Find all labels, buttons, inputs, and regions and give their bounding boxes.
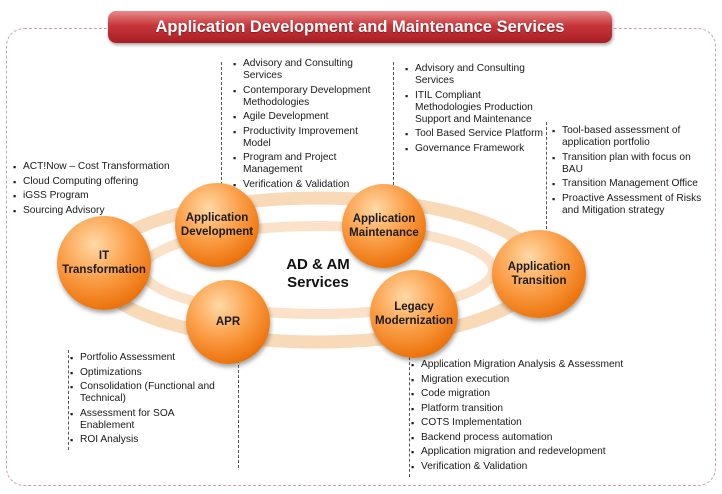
list-item: ▪ Consolidation (Functional and Technical)	[70, 381, 230, 405]
node-application-transition[interactable]: Application Transition	[492, 230, 586, 318]
list-item: ▪ Platform transition	[411, 403, 711, 415]
list-item: ▪ Agile Development	[233, 111, 383, 123]
list-item: ▪ Portfolio Assessment	[70, 352, 230, 364]
divider-legacy	[409, 357, 410, 477]
node-apr[interactable]: APR	[186, 280, 270, 364]
list-item: ▪ Tool Based Service Platform	[405, 128, 545, 140]
divider-apr-right	[238, 350, 239, 468]
center-label	[262, 256, 374, 292]
list-item: ▪ Contemporary Development Methodologies	[233, 85, 383, 109]
list-application-transition	[552, 125, 712, 219]
list-item: ▪ Program and Project Management	[233, 152, 383, 176]
list-item: ▪ Application migration and redevelopment	[411, 446, 711, 458]
node-it-transformation[interactable]: IT Transformation	[57, 216, 151, 310]
node-application-maintenance[interactable]: Application Maintenance	[342, 184, 426, 268]
list-item: ▪ Transition plan with focus on BAU	[552, 152, 712, 176]
list-item: ▪ Sourcing Advisory	[13, 205, 183, 217]
list-item: ▪ Code migration	[411, 388, 711, 400]
list-item: ▪ iGSS Program	[13, 190, 183, 202]
list-item: ▪ ROI Analysis	[70, 434, 230, 446]
list-application-maintenance	[405, 63, 545, 157]
list-item: ▪ Tool-based assessment of application portfolio	[552, 125, 712, 149]
list-item: ▪ Optimizations	[70, 367, 230, 379]
divider-apr	[68, 350, 69, 450]
title-banner: Application Development and Maintenance Services	[108, 11, 612, 43]
node-legacy-modernization[interactable]: Legacy Modernization	[370, 270, 458, 358]
list-item: ▪ Productivity Improvement Model	[233, 126, 383, 150]
node-application-development[interactable]: Application Development	[175, 183, 259, 267]
list-item: ▪ Application Migration Analysis & Assessment	[411, 359, 711, 371]
list-item: ▪ Proactive Assessment of Risks and Mitigation strategy	[552, 193, 712, 217]
center-line-1: AD & AM	[286, 256, 350, 273]
list-apr	[70, 352, 230, 449]
list-item: ▪ COTS Implementation	[411, 417, 711, 429]
list-item: ▪ Backend process automation	[411, 432, 711, 444]
list-it-transformation	[13, 161, 183, 219]
list-item: ▪ Migration execution	[411, 374, 711, 386]
list-item: ▪ Verification & Validation	[233, 179, 383, 191]
list-item: ▪ ITIL Compliant Methodologies Production Support and Maintenance	[405, 90, 545, 126]
divider-dev	[221, 62, 222, 200]
divider-transition	[546, 122, 547, 234]
list-item: ▪ Transition Management Office	[552, 178, 712, 190]
list-legacy-modernization	[411, 359, 711, 475]
list-item: ▪ Advisory and Consulting Services	[233, 58, 383, 82]
list-item: ▪ Advisory and Consulting Services	[405, 63, 545, 87]
divider-maint	[393, 62, 394, 190]
list-item: ▪ Assessment for SOA Enablement	[70, 408, 230, 432]
list-item: ▪ Governance Framework	[405, 143, 545, 155]
list-application-development	[233, 58, 383, 193]
list-item: ▪ Verification & Validation	[411, 461, 711, 473]
list-item: ▪ ACT!Now – Cost Transformation	[13, 161, 183, 173]
center-line-2: Services	[287, 274, 349, 291]
list-item: ▪ Cloud Computing offering	[13, 176, 183, 188]
